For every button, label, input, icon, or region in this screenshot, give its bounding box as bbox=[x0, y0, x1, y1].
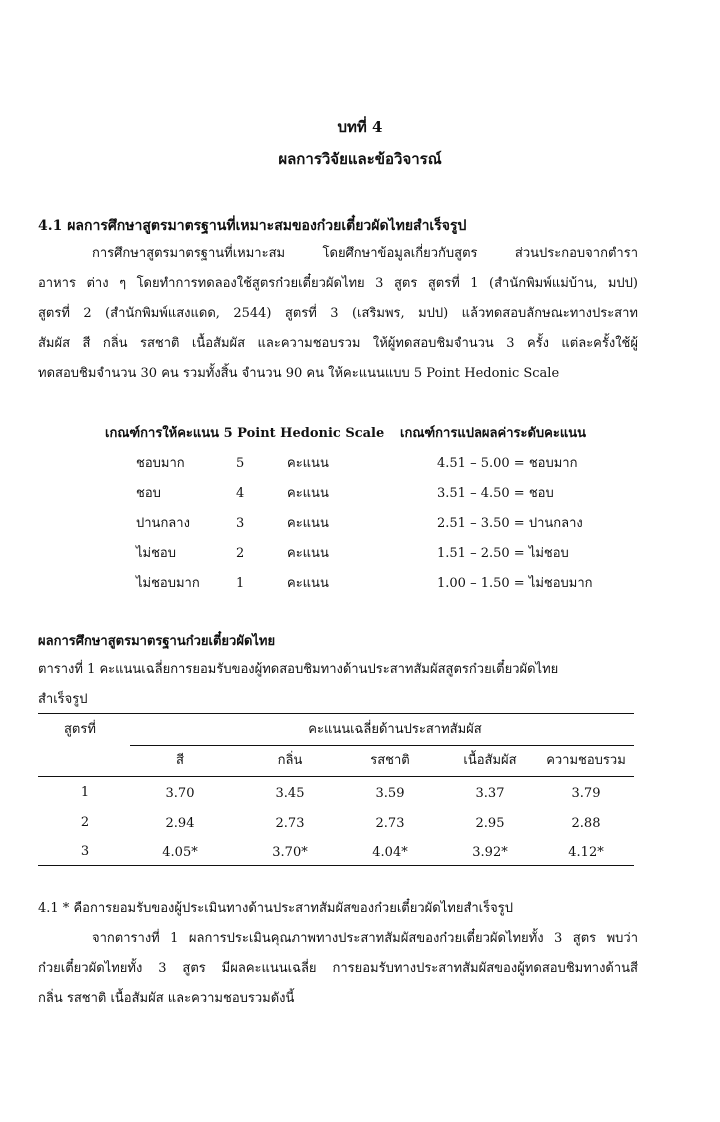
section-para-line: การศึกษาสูตรมาตรฐานที่เหมาะสม โดยศึกษาข้อมูลเกี่ยวกับสูตร ส่วนประกอบจากตำรา bbox=[92, 246, 638, 261]
table-col-header: สี bbox=[176, 753, 184, 768]
table-cell: 2.88 bbox=[571, 816, 601, 831]
criteria-score: 3 bbox=[236, 516, 245, 531]
table-cell: 2.73 bbox=[275, 816, 305, 831]
table-bottom-rule bbox=[38, 865, 634, 866]
table-cell: 3.45 bbox=[275, 786, 305, 801]
criteria-range: 3.51 – 4.50 = ชอบ bbox=[437, 486, 554, 501]
chapter-number: บทที่ 4 bbox=[337, 118, 383, 136]
table-header-recipe: สูตรที่ bbox=[64, 722, 96, 737]
criteria-label: ไม่ชอบ bbox=[136, 546, 176, 561]
table-caption-line: ตารางที่ 1 คะแนนเฉลี่ยการยอมรับของผู้ทดสอบชิมทางด้านประสาทสัมผัสสูตรก๋วยเตี๋ยวผัดไทย bbox=[38, 662, 559, 677]
discussion-line: กลิ่น รสชาติ เนื้อสัมผัส และความชอบรวมดังนี้ bbox=[38, 991, 295, 1006]
criteria-unit: คะแนน bbox=[287, 486, 329, 501]
table-cell: 3.70 bbox=[165, 786, 195, 801]
criteria-label: ชอบมาก bbox=[136, 456, 185, 471]
section-para-line: อาหาร ต่าง ๆ โดยทำการทดลองใช้สูตรก๋วยเตี๋ยวผัดไทย 3 สูตร สูตรที่ 1 (สำนักพิมพ์แม่บ้าน, มปป) bbox=[38, 276, 638, 291]
section-para-line: สัมผัส สี กลิ่น รสชาติ เนื้อสัมผัส และความชอบรวม ให้ผู้ทดสอบชิมจำนวน 3 ครั้ง แต่ละครั้งใช้ผู้ bbox=[38, 336, 638, 351]
criteria-score: 4 bbox=[236, 486, 245, 501]
criteria-unit: คะแนน bbox=[287, 516, 329, 531]
criteria-right-heading: เกณฑ์การแปลผลค่าระดับคะแนน bbox=[400, 426, 586, 441]
criteria-range: 1.51 – 2.50 = ไม่ชอบ bbox=[437, 546, 569, 561]
section-heading: 4.1 ผลการศึกษาสูตรมาตรฐานที่เหมาะสมของก๋วยเตี๋ยวผัดไทยสำเร็จรูป bbox=[38, 218, 467, 234]
section-para-line: ทดสอบชิมจำนวน 30 คน รวมทั้งสิ้น จำนวน 90 คน ให้คะแนนแบบ 5 Point Hedonic Scale bbox=[38, 366, 560, 381]
criteria-label: ไม่ชอบมาก bbox=[136, 576, 200, 591]
table-header-rule bbox=[38, 776, 634, 777]
table-cell: 3.79 bbox=[571, 786, 601, 801]
criteria-left-heading: เกณฑ์การให้คะแนน 5 Point Hedonic Scale bbox=[105, 426, 385, 441]
table-cell: 2.73 bbox=[375, 816, 405, 831]
discussion-line: จากตารางที่ 1 ผลการประเมินคุณภาพทางประสาทสัมผัสของก๋วยเตี๋ยวผัดไทยทั้ง 3 สูตร พบว่า bbox=[92, 931, 638, 946]
table-cell: 2.94 bbox=[165, 816, 195, 831]
table-cell: 2.95 bbox=[475, 816, 505, 831]
discussion-line: ก๋วยเตี๋ยวผัดไทยทั้ง 3 สูตร มีผลคะแนนเฉลี่ย การยอมรับทางประสาทสัมผัสของผู้ทดสอบชิมทางด้านสี bbox=[38, 961, 638, 976]
table-col-header: ความชอบรวม bbox=[546, 753, 626, 768]
table-cell: 4.04* bbox=[372, 845, 408, 860]
criteria-score: 2 bbox=[236, 546, 245, 561]
section-para-line: สูตรที่ 2 (สำนักพิมพ์แสงแดด, 2544) สูตรที่ 3 (เสริมพร, มปป) แล้วทดสอบลักษณะทางประสาท bbox=[38, 306, 638, 321]
chapter-title: ผลการวิจัยและข้อวิจารณ์ bbox=[278, 150, 442, 168]
table-group-header: คะแนนเฉลี่ยด้านประสาทสัมผัส bbox=[308, 722, 482, 737]
table-group-rule bbox=[130, 745, 634, 746]
criteria-label: ชอบ bbox=[136, 486, 161, 501]
table-col-header: เนื้อสัมผัส bbox=[463, 753, 517, 768]
table-cell: 3.92* bbox=[472, 845, 508, 860]
table-cell: 3.59 bbox=[375, 786, 405, 801]
criteria-unit: คะแนน bbox=[287, 456, 329, 471]
table-col-header: รสชาติ bbox=[370, 753, 410, 768]
criteria-unit: คะแนน bbox=[287, 546, 329, 561]
table-cell: 4.12* bbox=[568, 845, 604, 860]
table-cell: 4.05* bbox=[162, 845, 198, 860]
criteria-label: ปานกลาง bbox=[136, 516, 190, 531]
table-cell-recipe: 2 bbox=[80, 815, 90, 830]
table-cell-recipe: 3 bbox=[80, 844, 90, 859]
results-heading: ผลการศึกษาสูตรมาตรฐานก๋วยเตี๋ยวผัดไทย bbox=[38, 634, 276, 649]
criteria-range: 2.51 – 3.50 = ปานกลาง bbox=[437, 516, 583, 531]
table-top-rule bbox=[38, 713, 634, 714]
table-cell-recipe: 1 bbox=[80, 785, 90, 800]
criteria-score: 5 bbox=[236, 456, 245, 471]
criteria-unit: คะแนน bbox=[287, 576, 329, 591]
table-cell: 3.37 bbox=[475, 786, 505, 801]
table-col-header: กลิ่น bbox=[277, 753, 303, 768]
table-footnote: 4.1 * คือการยอมรับของผู้ประเมินทางด้านประสาทสัมผัสของก๋วยเตี๋ยวผัดไทยสำเร็จรูป bbox=[38, 901, 513, 916]
table-caption-line: สำเร็จรูป bbox=[38, 692, 88, 707]
table-cell: 3.70* bbox=[272, 845, 308, 860]
criteria-range: 1.00 – 1.50 = ไม่ชอบมาก bbox=[437, 576, 593, 591]
criteria-range: 4.51 – 5.00 = ชอบมาก bbox=[437, 456, 578, 471]
criteria-score: 1 bbox=[236, 576, 245, 591]
